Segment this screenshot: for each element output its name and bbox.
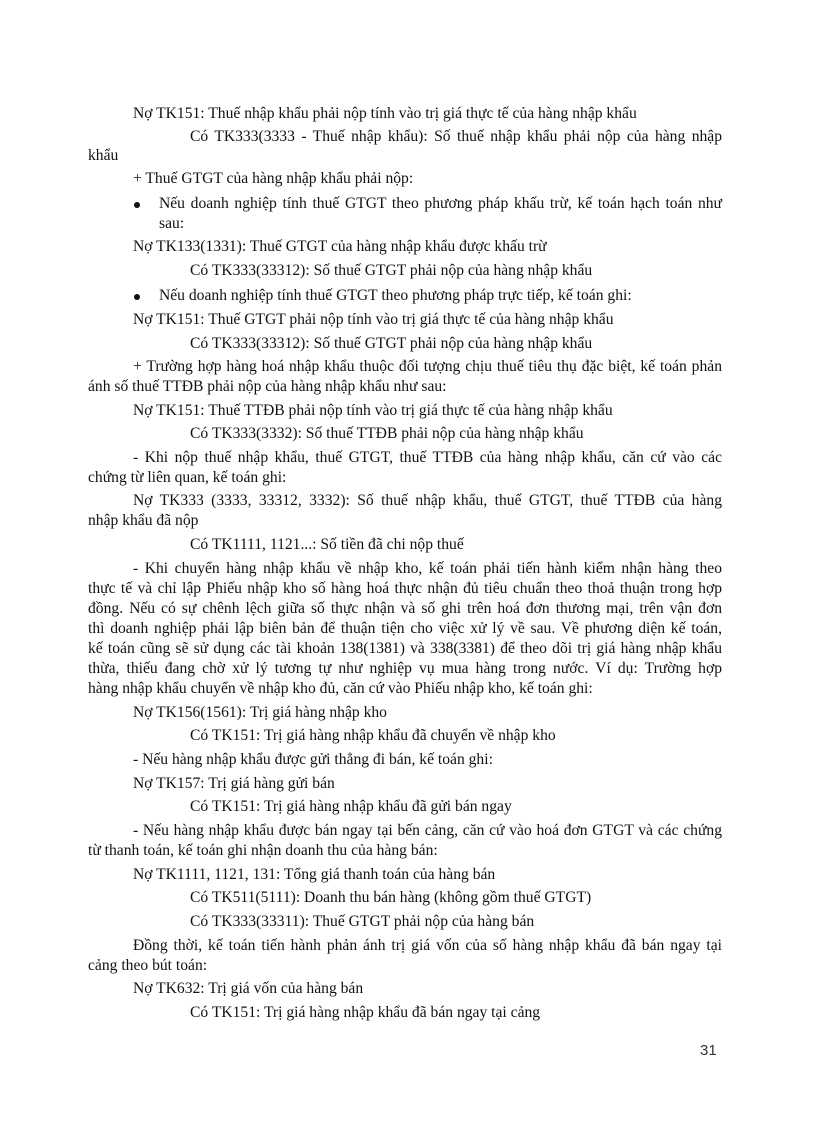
text-line: cảng theo bút toán: [88, 957, 208, 974]
text-line: Nợ TK151: Thuế GTGT phải nộp tính vào trị giá thực tế của hàng nhập khẩu [133, 311, 614, 328]
text-line: từ thanh toán, kế toán ghi nhận doanh thu của hàng bán: [88, 842, 438, 859]
text-line: đồng. Nếu có sự chênh lệch giữa số thực nhận và số ghi trên hoá đơn thương mại, trên vận đơn [88, 600, 722, 617]
text-line: Nợ TK133(1331): Thuế GTGT của hàng nhập khẩu được khấu trừ [133, 238, 547, 255]
text-line: thực tế và chỉ lập Phiếu nhập kho số hàng hoá thực nhận đủ tiêu chuẩn theo thoả thuận trong hợp [88, 580, 722, 597]
text-line: Nợ TK151: Thuế nhập khẩu phải nộp tính vào trị giá thực tế của hàng nhập khẩu [133, 105, 637, 122]
text-line: khẩu [88, 147, 119, 164]
text-line: - Nếu hàng nhập khẩu được bán ngay tại bến cảng, căn cứ vào hoá đơn GTGT và các chứng [133, 822, 722, 839]
text-line: Nợ TK157: Trị giá hàng gửi bán [133, 775, 335, 792]
text-line: chứng từ liên quan, kế toán ghi: [88, 469, 287, 486]
text-line: Nợ TK156(1561): Trị giá hàng nhập kho [133, 704, 387, 721]
text-line: thì doanh nghiệp phải lập biên bản để thuận tiện cho việc xử lý về sau. Về phương diện kế toán, [88, 620, 722, 637]
text-line: Nếu doanh nghiệp tính thuế GTGT theo phương pháp trực tiếp, kế toán ghi: [159, 287, 632, 304]
text-line: Có TK333(3332): Số thuế TTĐB phải nộp của hàng nhập khẩu [190, 425, 584, 442]
text-line: Nếu doanh nghiệp tính thuế GTGT theo phương pháp khấu trừ, kế toán hạch toán như [159, 195, 722, 212]
text-line: Có TK151: Trị giá hàng nhập khẩu đã gửi bán ngay [190, 798, 512, 815]
text-line: Có TK333(33311): Thuế GTGT phải nộp của hàng bán [190, 913, 535, 930]
text-line: Đồng thời, kế toán tiến hành phản ánh trị giá vốn của số hàng nhập khẩu đã bán ngay tại [133, 937, 722, 954]
text-line: Có TK511(5111): Doanh thu bán hàng (không gồm thuế GTGT) [190, 889, 592, 906]
text-line: nhập khẩu đã nộp [88, 512, 199, 529]
page-number: 31 [700, 1042, 717, 1059]
text-line: Nợ TK151: Thuế TTĐB phải nộp tính vào trị giá thực tế của hàng nhập khẩu [133, 402, 613, 419]
text-line: - Nếu hàng nhập khẩu được gửi thẳng đi bán, kế toán ghi: [133, 751, 493, 768]
text-line: hàng nhập khẩu chuyển về nhập kho đủ, căn cứ vào Phiếu nhập kho, kế toán ghi: [88, 680, 593, 697]
text-line: - Khi chuyển hàng nhập khẩu về nhập kho, kế toán phải tiến hành kiểm nhận hàng theo [133, 560, 722, 577]
text-line: Nợ TK333 (3333, 33312, 3332): Số thuế nhập khẩu, thuế GTGT, thuế TTĐB của hàng [133, 492, 722, 509]
text-line: Có TK151: Trị giá hàng nhập khẩu đã bán ngay tại cảng [190, 1004, 541, 1021]
bullet-icon [134, 202, 140, 208]
text-line: Có TK333(33312): Số thuế GTGT phải nộp của hàng nhập khẩu [190, 262, 593, 279]
text-line: thừa, thiếu đang chờ xử lý tương tự như nghiệp vụ mua hàng trong nước. Ví dụ: Trường hợp [88, 660, 722, 677]
text-line: Có TK151: Trị giá hàng nhập khẩu đã chuyển về nhập kho [190, 727, 556, 744]
text-line: - Khi nộp thuế nhập khẩu, thuế GTGT, thuế TTĐB của hàng nhập khẩu, căn cứ vào các [133, 449, 722, 466]
text-line: kế toán cũng sẽ sử dụng các tài khoản 138(1381) và 338(3381) để theo dõi trị giá hàng nhập khẩu [88, 640, 722, 657]
bullet-icon [134, 294, 140, 300]
text-line: ánh số thuế TTĐB phải nộp của hàng nhập khẩu như sau: [88, 378, 447, 395]
text-line: + Trường hợp hàng hoá nhập khẩu thuộc đối tượng chịu thuế tiêu thụ đặc biệt, kế toán phản [133, 358, 722, 375]
text-line: + Thuế GTGT của hàng nhập khẩu phải nộp: [133, 170, 414, 187]
text-line: Có TK333(33312): Số thuế GTGT phải nộp của hàng nhập khẩu [190, 335, 593, 352]
text-line: Có TK1111, 1121...: Số tiền đã chi nộp thuế [190, 536, 464, 553]
text-line: sau: [159, 215, 185, 232]
text-line: Nợ TK632: Trị giá vốn của hàng bán [133, 980, 364, 997]
text-line: Có TK333(3333 - Thuế nhập khẩu): Số thuế nhập khẩu phải nộp của hàng nhập [190, 128, 722, 145]
text-line: Nợ TK1111, 1121, 131: Tổng giá thanh toán của hàng bán [133, 866, 496, 883]
